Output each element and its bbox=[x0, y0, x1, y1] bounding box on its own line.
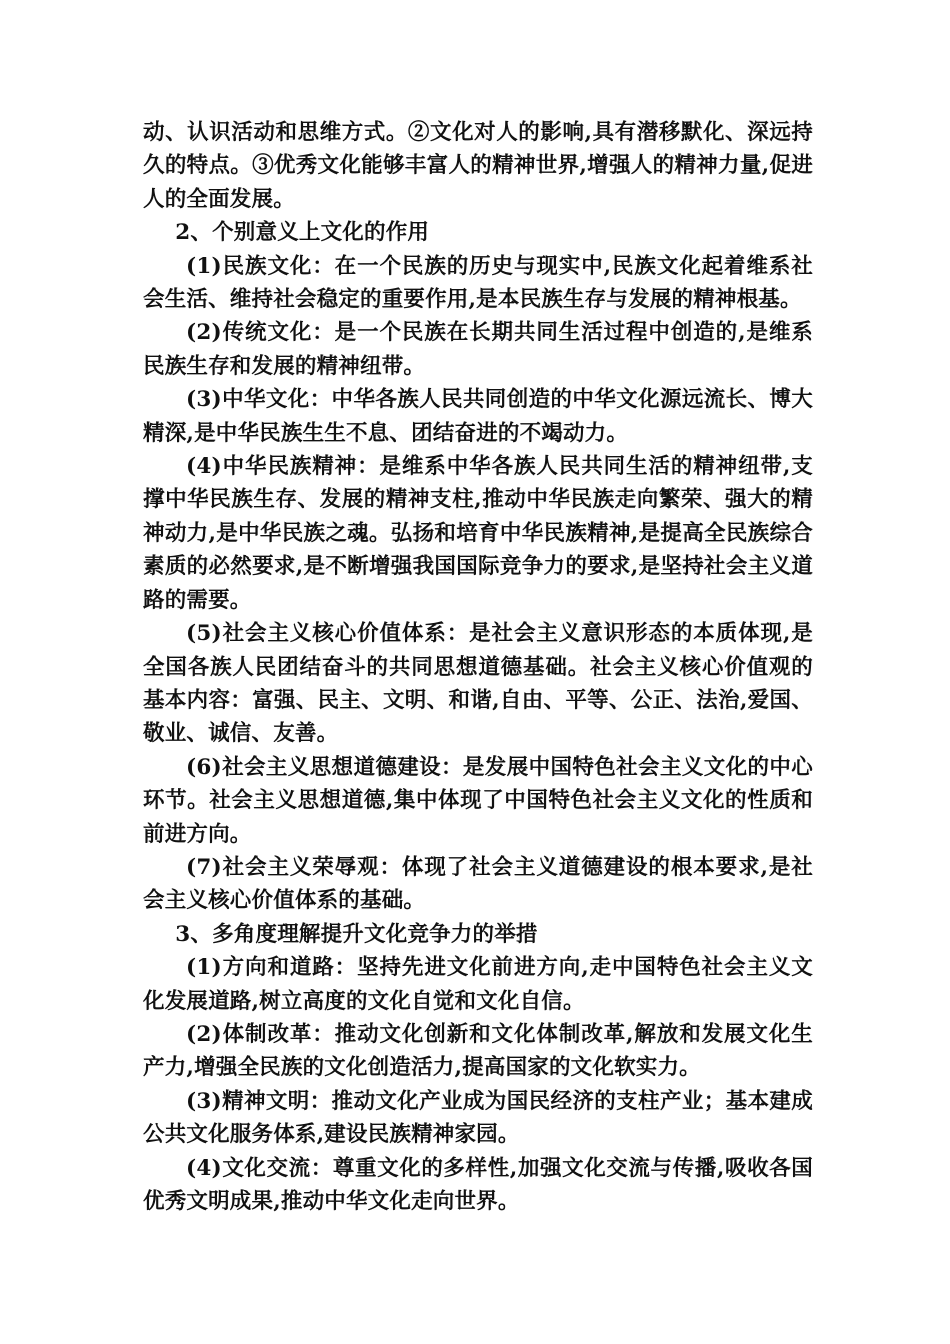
list-item-spiritual-civilization: (3)精神文明：推动文化产业成为国民经济的支柱产业；基本建成公共文化服务体系,建设民族精神家园。 bbox=[143, 1088, 813, 1148]
list-item-cultural-exchange: (4)文化交流：尊重文化的多样性,加强文化交流与传播,吸收各国优秀文明成果,推动中华文化走向世界。 bbox=[143, 1155, 813, 1214]
list-item-system-reform: (2)体制改革：推动文化创新和文化体制改革,解放和发展文化生产力,增强全民族的文化创造活力,提高国家的文化软实力。 bbox=[143, 1021, 813, 1081]
list-item-national-spirit: (4)中华民族精神：是维系中华各族人民共同生活的精神纽带,支撑中华民族生存、发展的精神支柱,推动中华民族走向繁荣、强大的精神动力,是中华民族之魂。弘扬和培育中华民族精神,是提高全民族综合素质的必然要求,是不断增强我国国际竞争力的要求,是坚持社会主义道路的需要。 bbox=[143, 454, 813, 613]
list-item-honor-disgrace: (7)社会主义荣辱观：体现了社会主义道德建设的根本要求,是社会主义核心价值体系的基础。 bbox=[143, 854, 813, 914]
list-item-traditional-culture: (2)传统文化：是一个民族在长期共同生活过程中创造的,是维系民族生存和发展的精神纽带。 bbox=[143, 320, 813, 379]
document-page bbox=[143, 116, 813, 1218]
section-heading-3: 3、多角度理解提升文化竞争力的举措 bbox=[175, 921, 538, 947]
paragraph-continuation: 动、认识活动和思维方式。②文化对人的影响,具有潜移默化、深远持久的特点。③优秀文化能够丰富人的精神世界,增强人的精神力量,促进人的全面发展。 bbox=[143, 120, 813, 212]
list-item-moral-construction: (6)社会主义思想道德建设：是发展中国特色社会主义文化的中心环节。社会主义思想道德,集中体现了中国特色社会主义文化的性质和前进方向。 bbox=[143, 754, 813, 847]
section-heading-2: 2、个别意义上文化的作用 bbox=[175, 220, 430, 246]
list-item-direction-path: (1)方向和道路：坚持先进文化前进方向,走中国特色社会主义文化发展道路,树立高度的文化自觉和文化自信。 bbox=[143, 955, 813, 1014]
list-item-chinese-culture: (3)中华文化：中华各族人民共同创造的中华文化源远流长、博大精深,是中华民族生生不息、团结奋进的不竭动力。 bbox=[143, 387, 813, 446]
list-item-core-values: (5)社会主义核心价值体系：是社会主义意识形态的本质体现,是全国各族人民团结奋斗的共同思想道德基础。社会主义核心价值观的基本内容：富强、民主、文明、和谐,自由、平等、公正、法治,爱国、敬业、诚信、友善。 bbox=[143, 621, 813, 747]
list-item-national-culture: (1)民族文化：在一个民族的历史与现实中,民族文化起着维系社会生活、维持社会稳定的重要作用,是本民族生存与发展的精神根基。 bbox=[143, 253, 813, 313]
